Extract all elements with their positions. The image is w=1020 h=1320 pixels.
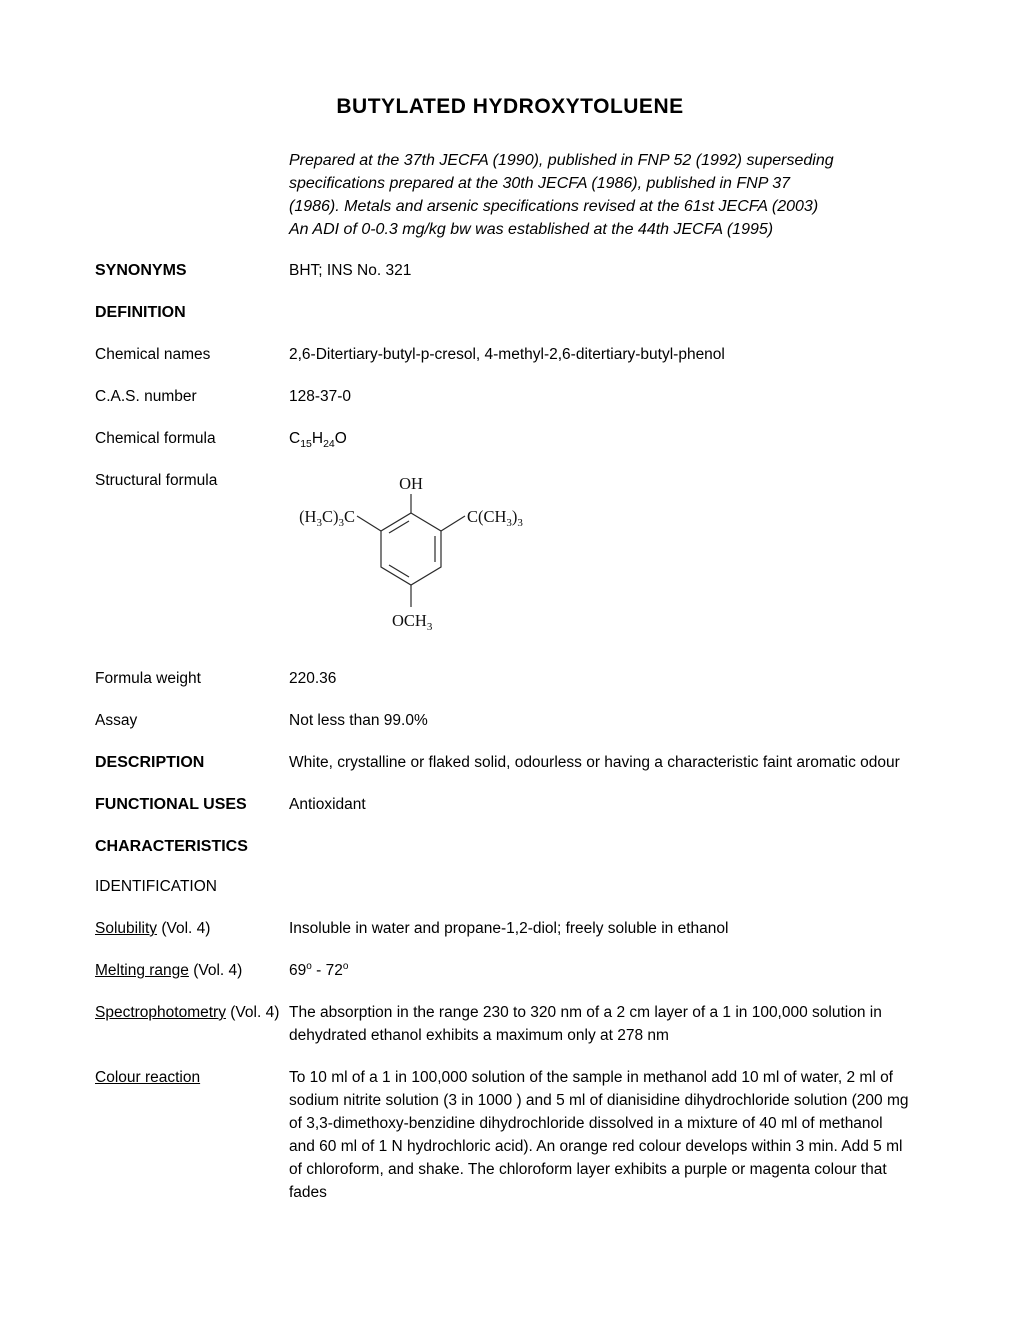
chemical-structure-diagram: [289, 458, 539, 644]
spectrophotometry-value: The absorption in the range 230 to 320 nm of a 2 cm layer of a 1 in 100,000 solution in dehydrated ethanol exhibits a maximum only at 278 nm: [289, 1004, 882, 1044]
chemical-formula-label: Chemical formula: [95, 430, 216, 447]
row-definition: [0, 301, 1020, 324]
structural-formula-label: Structural formula: [95, 472, 218, 489]
bond-right-tbutyl: [441, 516, 465, 531]
chemical-names-value: 2,6-Ditertiary-butyl-p-cresol, 4-methyl-2,6-ditertiary-butyl-phenol: [289, 346, 725, 363]
structural-formula-value: [289, 469, 909, 644]
preamble-line: (1986). Metals and arsenic specifications revised at the 61st JECFA (2003): [289, 198, 819, 215]
description-value: White, crystalline or flaked solid, odourless or having a characteristic faint aromatic odour: [289, 754, 900, 771]
benzene-ring: [381, 513, 441, 585]
definition-heading: DEFINITION: [95, 304, 186, 321]
row-structural-formula: [0, 469, 1020, 644]
row-synonyms: [0, 259, 1020, 282]
row-formula-weight: [0, 667, 1020, 690]
characteristics-heading: CHARACTERISTICS: [95, 838, 248, 855]
synonyms-value: BHT; INS No. 321: [289, 262, 412, 279]
functional-uses-value: Antioxidant: [289, 796, 366, 813]
left-tbutyl-label: $(H_3C)_3C$: [299, 507, 355, 529]
row-solubility: [0, 917, 1020, 940]
row-characteristics: [0, 835, 1020, 858]
page-title: BUTYLATED HYDROXYTOLUENE: [336, 95, 684, 118]
row-melting-range: [0, 959, 1020, 982]
spectrophotometry-label: Spectrophotometry (Vol. 4): [95, 1004, 280, 1021]
preamble-line: Prepared at the 37th JECFA (1990), published in FNP 52 (1992) superseding: [289, 152, 834, 169]
row-identification: [0, 875, 1020, 898]
solubility-value: Insoluble in water and propane-1,2-diol; freely soluble in ethanol: [289, 920, 729, 937]
description-label: DESCRIPTION: [95, 754, 205, 771]
preamble-paragraph: [289, 149, 935, 241]
melting-range-label: Melting range (Vol. 4): [95, 962, 243, 979]
assay-value: Not less than 99.0%: [289, 712, 428, 729]
colour-reaction-value: To 10 ml of a 1 in 100,000 solution of the sample in methanol add 10 ml of water, 2 ml of sodium nitrite solution (3 in 1000 ) and 5 ml of dianisidine dihydrochloride solution (200 mg of 3,3-dimethoxy-benzidine dihydrochloride dissolved in a mixture of 40 ml of methanol and 60 ml of 1 N hydrochloric acid). An orange red colour develops within 3 min. Add 5 ml of chloroform, and shake. The chloroform layer exhibits a purple or magenta colour that fades: [289, 1069, 909, 1201]
functional-uses-label: FUNCTIONAL USES: [95, 796, 247, 813]
synonyms-label: SYNONYMS: [95, 262, 187, 279]
double-bond-lower-left: [389, 565, 409, 577]
bond-left-tbutyl: [357, 516, 381, 531]
cas-number-value: 128-37-0: [289, 388, 352, 405]
chemical-formula-value: $C_{15}H_{24}O$: [289, 430, 347, 451]
cas-number-label: C.A.S. number: [95, 388, 197, 405]
right-tbutyl-label: $C(CH_3)_3$: [467, 507, 523, 529]
bottom-methyl-label: $OCH_3$: [392, 611, 433, 633]
row-assay: [0, 709, 1020, 732]
preamble-line: specifications prepared at the 30th JECFA (1986), published in FNP 37: [289, 175, 791, 192]
melting-range-value: 69$^o$ - 72$^o$: [289, 960, 349, 979]
row-description: [0, 751, 1020, 774]
row-colour-reaction: [0, 1066, 1020, 1204]
row-spectrophotometry: [0, 1001, 1020, 1047]
identification-subheading: IDENTIFICATION: [95, 878, 217, 895]
row-chemical-names: [0, 343, 1020, 366]
solubility-label: Solubility (Vol. 4): [95, 920, 211, 937]
row-functional-uses: [0, 793, 1020, 816]
hydroxyl-label: OH: [399, 474, 423, 493]
double-bond-upper-left: [389, 521, 409, 533]
assay-label: Assay: [95, 712, 138, 729]
preamble-line: An ADI of 0-0.3 mg/kg bw was established at the 44th JECFA (1995): [289, 221, 774, 238]
formula-weight-label: Formula weight: [95, 670, 201, 687]
chemical-names-label: Chemical names: [95, 346, 211, 363]
formula-weight-value: 220.36: [289, 670, 337, 687]
colour-reaction-label: Colour reaction: [95, 1069, 201, 1086]
row-chemical-formula: [0, 427, 1020, 450]
row-cas-number: [0, 385, 1020, 408]
